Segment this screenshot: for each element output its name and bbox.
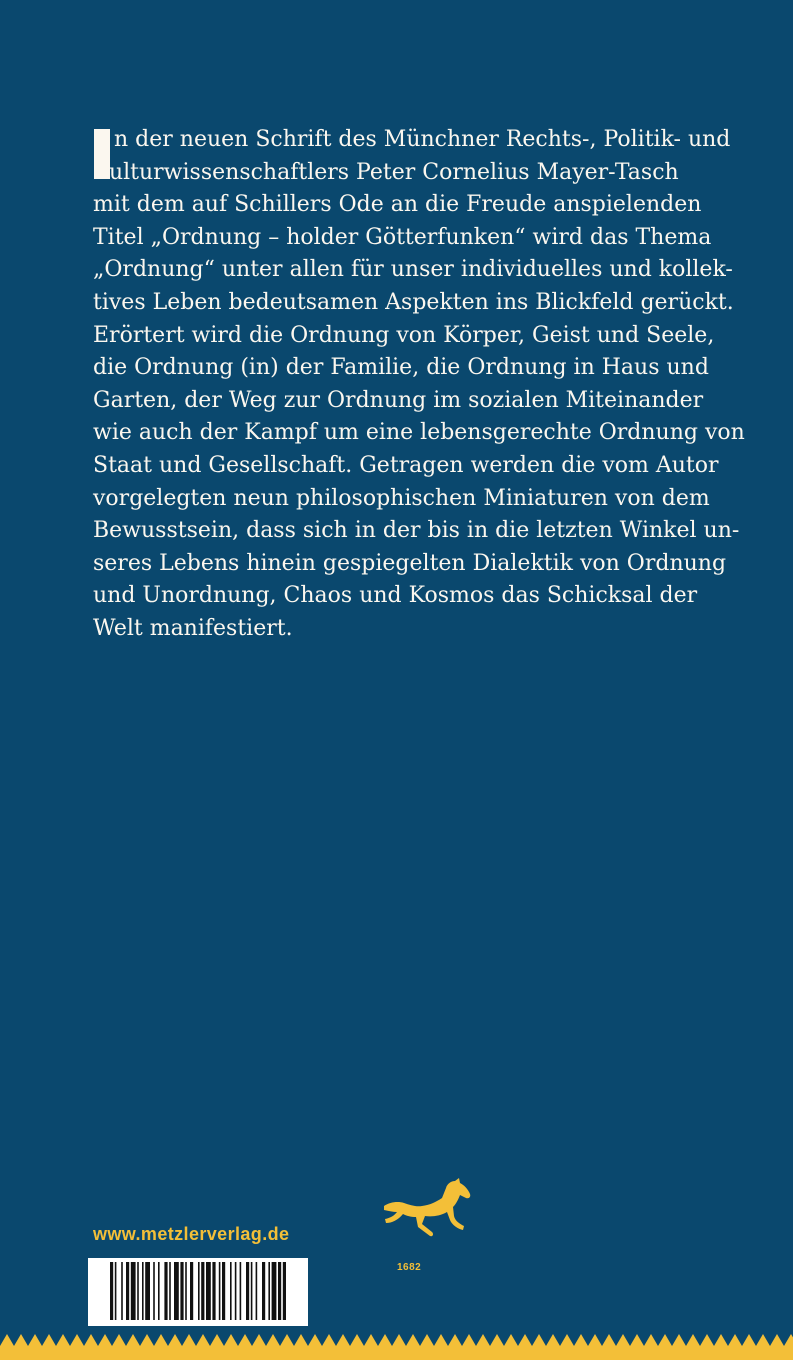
barcode-bar bbox=[110, 1262, 113, 1320]
barcode-bars bbox=[88, 1258, 308, 1324]
blurb-line: Titel „Ordnung – holder Götterfunken“ wird das Thema bbox=[93, 224, 712, 250]
barcode-bar bbox=[278, 1262, 281, 1320]
barcode-bar bbox=[185, 1262, 187, 1320]
blurb-line: Bewusstsein, dass sich in der bis in die letzten Winkel un- bbox=[93, 518, 740, 544]
blurb-line: seres Lebens hinein gespiegelten Dialektik von Ordnung bbox=[93, 550, 727, 576]
blurb-text bbox=[93, 124, 745, 646]
blurb-line: n der neuen Schrift des Münchner Rechts-, Politik- und bbox=[114, 127, 731, 152]
barcode-bar bbox=[230, 1262, 232, 1320]
decorative-zigzag-border bbox=[0, 1326, 793, 1360]
blurb-line: „Ordnung“ unter allen für unser individuelles und kollek- bbox=[93, 257, 733, 283]
blurb-line: Kulturwissenschaftlers Peter Cornelius Mayer-Tasch bbox=[93, 159, 679, 185]
blurb-line: Welt manifestiert. bbox=[93, 615, 293, 641]
barcode-bar bbox=[198, 1262, 200, 1320]
blurb-line: und Unordnung, Chaos und Kosmos das Schicksal der bbox=[93, 583, 698, 609]
barcode-bar bbox=[137, 1262, 139, 1320]
horse-logo-icon bbox=[380, 1176, 474, 1240]
barcode-bar bbox=[153, 1262, 155, 1320]
barcode-bar bbox=[158, 1262, 160, 1320]
barcode-bar bbox=[145, 1262, 150, 1320]
barcode-bar bbox=[164, 1262, 167, 1320]
blurb-line: Garten, der Weg zur Ordnung im sozialen Miteinander bbox=[93, 387, 704, 413]
barcode-bar bbox=[121, 1262, 123, 1320]
barcode-bar bbox=[283, 1262, 286, 1320]
blurb-line: Erörtert wird die Ordnung von Körper, Geist und Seele, bbox=[93, 322, 715, 348]
blurb-line: Staat und Gesellschaft. Getragen werden die vom Autor bbox=[93, 452, 719, 478]
dropcap-letter bbox=[94, 129, 110, 179]
barcode-bar bbox=[201, 1262, 204, 1320]
barcode-bar bbox=[268, 1262, 270, 1320]
barcode-bar bbox=[174, 1262, 179, 1320]
publisher-url[interactable]: www.metzlerverlag.de bbox=[93, 1224, 290, 1244]
barcode-bar bbox=[219, 1262, 221, 1320]
barcode-bar bbox=[251, 1262, 253, 1320]
barcode-bar bbox=[246, 1262, 249, 1320]
blurb-line: vorgelegten neun philosophischen Miniaturen von dem bbox=[93, 485, 710, 511]
blurb-line: tives Leben bedeutsamen Aspekten ins Blickfeld gerückt. bbox=[93, 289, 734, 315]
barcode-bar bbox=[240, 1262, 242, 1320]
blurb-line: wie auch der Kampf um eine lebensgerechte Ordnung von bbox=[93, 420, 745, 446]
founding-year: 1682 bbox=[397, 1262, 422, 1273]
barcode-bar bbox=[142, 1262, 144, 1320]
barcode-bar bbox=[169, 1262, 171, 1320]
barcode-bar bbox=[126, 1262, 129, 1320]
barcode-bar bbox=[206, 1262, 211, 1320]
barcode-bar bbox=[222, 1262, 225, 1320]
barcode-bar bbox=[180, 1262, 183, 1320]
barcode-bar bbox=[115, 1262, 117, 1320]
blurb-line: mit dem auf Schillers Ode an die Freude anspielenden bbox=[93, 192, 702, 218]
barcode-bar bbox=[272, 1262, 277, 1320]
barcode-bar bbox=[235, 1262, 237, 1320]
barcode-bar bbox=[131, 1262, 136, 1320]
barcode-bar bbox=[190, 1262, 193, 1320]
barcode-bar bbox=[262, 1262, 265, 1320]
barcode-bar bbox=[256, 1262, 258, 1320]
blurb-line: die Ordnung (in) der Familie, die Ordnung in Haus und bbox=[93, 355, 709, 381]
barcode-bar bbox=[212, 1262, 215, 1320]
zigzag-base bbox=[0, 1348, 793, 1360]
